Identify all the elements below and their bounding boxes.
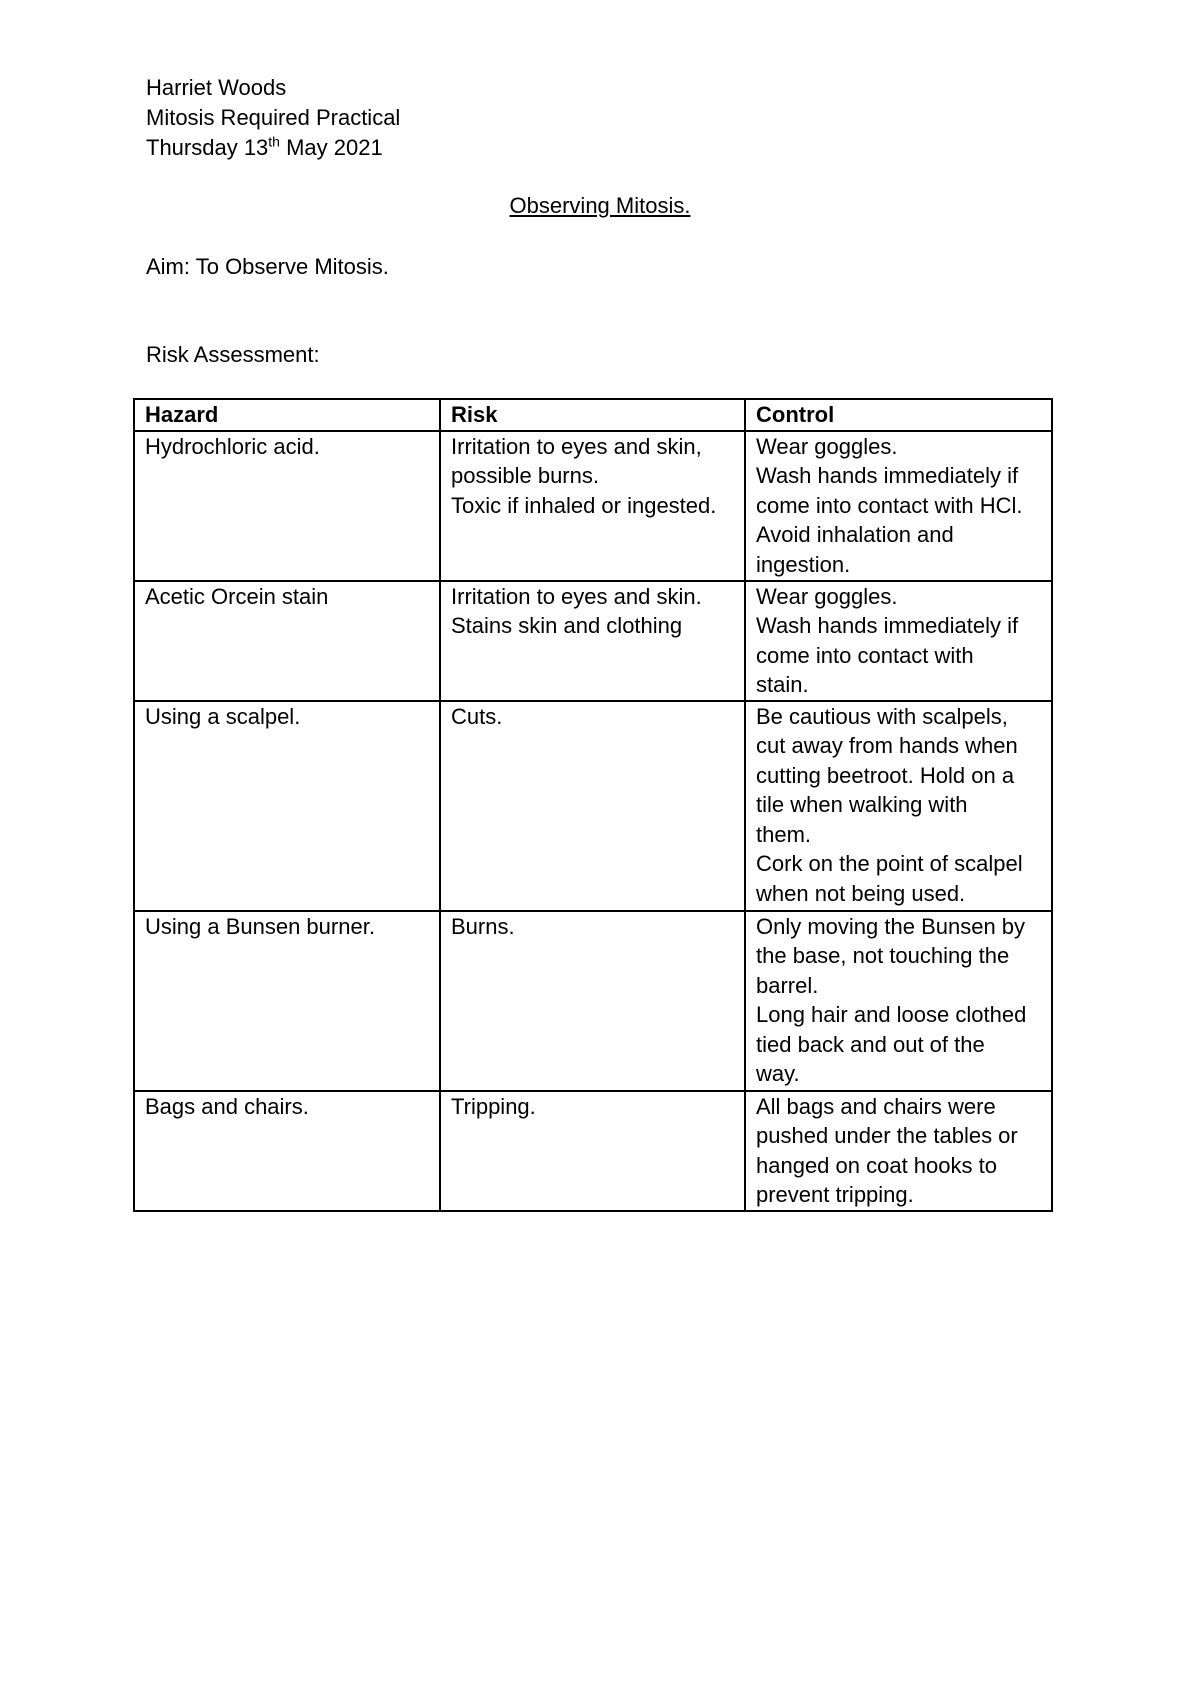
hazard-cell [134, 581, 440, 701]
cell-line: pushed under the tables or [756, 1123, 1018, 1148]
cell-line: Cuts. [451, 703, 503, 729]
cell-line: hanged on coat hooks to [756, 1152, 997, 1178]
cell-line: cutting beetroot. Hold on a [756, 762, 1015, 788]
author-name: Harriet Woods [146, 75, 287, 100]
date-prefix: Thursday 13 [146, 135, 269, 160]
cell-line: tied back and out of the [756, 1031, 985, 1057]
column-header-hazard: Hazard [134, 399, 440, 431]
hazard-cell [134, 1091, 440, 1211]
cell-line: Burns. [451, 913, 515, 939]
table-row [134, 581, 1052, 701]
risk-cell [440, 911, 745, 1091]
practical-date [146, 133, 400, 163]
cell-line: Wash hands immediately if [756, 613, 1019, 638]
table-row [134, 1091, 1052, 1211]
cell-line: stain. [756, 672, 809, 697]
cell-line: Be cautious with scalpels, [756, 703, 1008, 729]
risk-cell [440, 431, 745, 581]
date-suffix: May 2021 [279, 135, 383, 160]
cell-line: the base, not touching the [756, 943, 1010, 968]
risk-assessment-heading: Risk Assessment: [146, 342, 320, 367]
cell-line: prevent tripping. [756, 1182, 914, 1207]
aim-statement: Aim: To Observe Mitosis. [146, 254, 389, 279]
cell-line: Acetic Orcein stain [145, 583, 329, 609]
control-cell [745, 701, 1052, 911]
cell-line: come into contact with [756, 642, 974, 668]
cell-line: Using a Bunsen burner. [145, 913, 375, 939]
hazard-cell [134, 431, 440, 581]
cell-line: come into contact with HCl. [756, 492, 1023, 518]
cell-line: them. [756, 821, 812, 847]
cell-line: Wash hands immediately if [756, 463, 1019, 488]
cell-line: Wear goggles. [756, 433, 898, 459]
column-header-control: Control [745, 399, 1052, 431]
hazard-cell [134, 911, 440, 1091]
cell-line: Wear goggles. [756, 583, 898, 609]
table-row [134, 431, 1052, 581]
table-header-row [134, 399, 1052, 431]
cell-line: tile when walking with [756, 792, 968, 817]
cell-line: ingestion. [756, 551, 851, 577]
risk-assessment-table [133, 398, 1053, 1212]
cell-line: Using a scalpel. [145, 703, 301, 729]
cell-line: when not being used. [756, 880, 966, 906]
hazard-cell [134, 701, 440, 911]
cell-line: cut away from hands when [756, 733, 1018, 758]
date-ordinal-suffix: th [268, 133, 280, 150]
cell-line: Cork on the point of scalpel [756, 851, 1023, 876]
cell-line: Avoid inhalation and [756, 522, 954, 547]
risk-cell [440, 1091, 745, 1211]
cell-line: way. [756, 1061, 800, 1086]
risk-cell [440, 581, 745, 701]
cell-line: Irritation to eyes and skin, [451, 433, 702, 459]
cell-line: Toxic if inhaled or ingested. [451, 492, 717, 518]
document-header [146, 73, 400, 163]
table-row [134, 911, 1052, 1091]
control-cell [745, 431, 1052, 581]
cell-line: Only moving the Bunsen by [756, 913, 1026, 939]
table-row [134, 701, 1052, 911]
page-title: Observing Mitosis. [509, 193, 691, 218]
control-cell [745, 581, 1052, 701]
risk-cell [440, 701, 745, 911]
cell-line: barrel. [756, 972, 819, 998]
control-cell [745, 911, 1052, 1091]
column-header-risk: Risk [440, 399, 745, 431]
cell-line: Irritation to eyes and skin. [451, 583, 702, 609]
cell-line: All bags and chairs were [756, 1093, 996, 1119]
cell-line: Tripping. [451, 1093, 536, 1119]
cell-line: Stains skin and clothing [451, 613, 683, 638]
cell-line: Hydrochloric acid. [145, 433, 320, 459]
practical-subject: Mitosis Required Practical [146, 105, 401, 130]
control-cell [745, 1091, 1052, 1211]
cell-line: Bags and chairs. [145, 1093, 309, 1119]
cell-line: possible burns. [451, 463, 599, 488]
cell-line: Long hair and loose clothed [756, 1002, 1027, 1027]
